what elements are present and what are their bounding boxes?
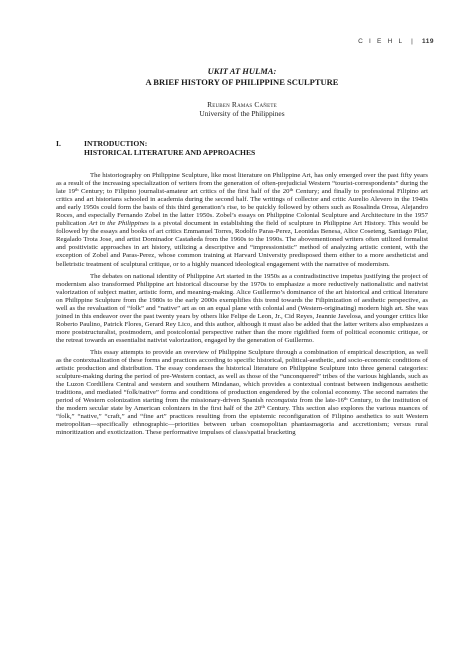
running-header [358, 38, 434, 45]
section-title-line-2: HISTORICAL LITERATURE AND APPROACHES [84, 148, 256, 158]
text-run: This essay attempts to provide an overview of Philippine Sculpture through a combination of empirical description, as well as the contextualization of these forms and practices according to specific historical, political-aesthetic, and socio-economic conditions of artistic production and distribution. The essay condenses the historical literature on Philippine Sculpture into three general categories: sculpture-making during the period of pre-Western contact, as well as those of the “unconquered” tribes of the various highlands, such as the Luzon Cordillera Central and western and southern Mindanao, which provides a contextual contrast between indigenous aesthetic traditions, and mediated “folk/native” forms and conditions of production engendered by the colonial economy. The second narrates the period of Western colonization starting from the missionary-driven Spanish [56, 348, 428, 405]
author-name: Reuben Ramas Cañete [207, 100, 277, 109]
text-run: from the late-16 [297, 397, 345, 405]
text-run: Century; to Filipino journalist-amateur art critics of the first half of the 20 [78, 188, 290, 196]
section-numeral: I. [56, 138, 61, 148]
superscript: th [344, 396, 348, 402]
body-paragraph [56, 349, 428, 438]
italic-text: Art in the Philippines [88, 220, 149, 228]
superscript: th [74, 186, 79, 192]
header-separator: | [411, 38, 415, 45]
text-run: Century, to the institution of the modern secular state by American colonizers in the first half of the 20 [56, 397, 428, 413]
author-block [56, 100, 428, 119]
italic-text: reconquista [265, 397, 298, 405]
text-run: Century. This section also explores the various nuances of “folk,” “native,” “craft,” and “fine art” practices resulting from the epistemic reconfiguration of Filipino aesthetics to suit Western metropolitan—specifically ethnographic—priorities between urban cosmopolitan phantasmagoria and accretionism; versus rural minoritization and exoticization. These performative impulses of class/spatial bracketing [56, 405, 429, 437]
body-text [56, 172, 428, 438]
text-run: The debates on national identity of Philippine Art started in the 1950s as a contradistinctive impetus justifying the project of modernism also transformed Philippine art historical discourse by the 1970s to emphasize a more reductively nationalistic and nativist valorization of subject matter, artistic form, and meaning-making. Alice Guillermo’s dominance of the art historical and critical literature on Philippine Sculpture from the 1980s to the early 2000s exemplifies this trend towards the Filipinization of aesthetic perspective, as well as the revaluation of “folk” and “native” art as on an equal plane with colonial and (Western-originating) modern high art. She was joined in this endeavor over the past twenty years by others like Felipe de Leon, Jr., Cid Reyes, Jeannie Javelosa, and younger critics like Roberto Paulino, Patrick Flores, Gerard Rey Lico, and this author, although it must also be added that the latter writers also emphasizes a more poststructuralist, postmodern, and postcolonial perspective rather than the more rigidified form of political economic critique, or the retreat towards an essentialist nativist valorization, engaged by the generation of Guillermo. [56, 272, 428, 344]
author-affiliation: University of the Philippines [199, 109, 285, 119]
text-run: Century; and finally to professional Filipino art critics and art historians schooled in academia during the second half. The writings of collector and critic Aurelio Alevero in the 1940s and early 1950s could form the basis of this third generation’s rise, to be quickly followed by others such as Rosalinda Orosa, Alejandro Roces, and especially Fernando Zobel in the latter 1950s. Zobel’s essays on Philippine Colonial Sculpture and Architecture in the 1957 publication [56, 188, 429, 228]
body-paragraph [56, 172, 428, 269]
title-line-1: UKIT AT HULMA: [207, 66, 277, 76]
superscript: th [289, 186, 294, 192]
section-heading [56, 139, 428, 158]
section-title [84, 139, 255, 158]
journal-abbreviation: C I E H L [358, 38, 405, 45]
section-title-line-1: INTRODUCTION: [84, 138, 148, 148]
text-run: is a pivotal document in establishing the field of sculpture in Philippine Art History. This would be followed by the essays and books of art critics Emmanuel Torres, Rodolfo Paras-Perez, Leonidas Benesa, Alice Coseteng, Santiago Pilar, Regalado Trota Jose, and artist Dominador Castañeda from the 1960s to the 1990s. The abovementioned writers often utilized formalist and positivistic approaches in art history, utilizing a descriptive and “impressionistic” method of analyzing artistic content, with the exception of Zobel and Paras-Perez, whose common training at Harvard University predisposed them either to a more aestheticist and belletristic treatment of sculptural critique, or to a highly nuanced ideological engagement with the narrative of modernism. [56, 220, 429, 268]
title-line-2: A BRIEF HISTORY OF PHILIPPINE SCULPTURE [145, 77, 339, 87]
superscript: th [261, 404, 265, 410]
page-number: 119 [422, 38, 434, 45]
body-paragraph [56, 273, 428, 345]
text-run: The historiography on Philippine Sculpture, like most literature on Philippine Art, has only emerged over the past fifty years as a result of the increasing specialization of writers from the generation of often-prejudicial Western “tourist-correspondents” during the late 19 [56, 172, 428, 196]
article-title [56, 66, 428, 88]
